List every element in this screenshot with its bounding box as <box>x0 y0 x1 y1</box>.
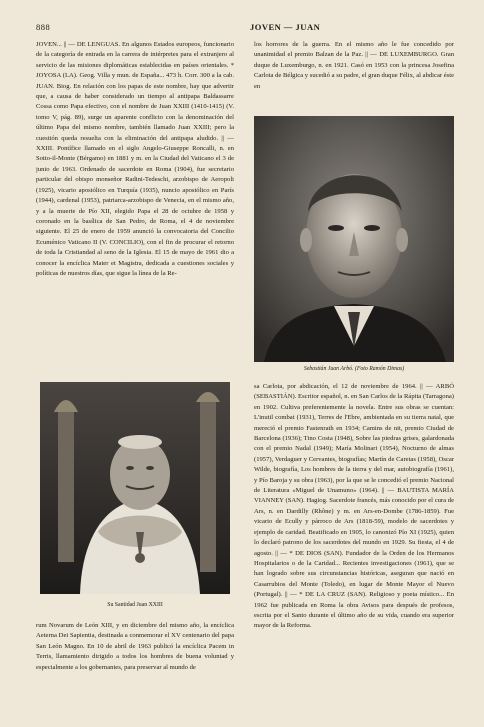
page-number: 888 <box>36 22 51 32</box>
right-column-bottom-text <box>254 382 454 718</box>
portrait-juan-xxiii-image <box>40 382 230 594</box>
running-head <box>36 22 454 36</box>
left-column-bottom-text <box>36 621 234 719</box>
left-column-top-text <box>36 40 234 376</box>
running-head-title: JOVEN — JUAN <box>250 22 321 32</box>
portrait-arbo-image <box>254 116 454 362</box>
portrait-photo-juan-xxiii <box>40 382 230 594</box>
entry-text-arbo-vianney: sa Carlota, por abdicación, el 12 de noviembre de 1964. || — ARBÓ (SEBASTIÁN). Escritor español, n. en San Carlos de la Rápita (Tarragona) en 1902. Cultiva preferentemente la novela. Entre sus obras se cuentan: L'inutil combat (1931), Terres de l'Ebre, ambientada en su tierra natal, que mereció el premio Fastenrath en 1934; Camins de nit, premio Ciudad de Barcelona (1936); Tino Costa (1948), Sobre las piedras grises, galardonada con el premio Nadal (1949); María Molinari (1954), Nocturno de almas (1957), Verdaguer y Cervantes, biografías; Martín de Caretas (1958), Oscar Wilde, biografía, Los hombres de la tierra y del mar, autobiografía (1961), y Pío Baroja y su obra (1963), por la que se le concedió el premio Nacional de Literatura «Miguel de Unamuno» (1964). || — BAUTISTA MARÍA VIANNEY (SAN). Hagiog. Sacerdote francés, más conocido por el cura de Ars, n. en Dardilly (Rhône) y m. en Ars-en-Dombe (1786-1859). Fue vicario de Ecully y párroco de Ars (1818-59), modelo de sacerdotes y ejemplo de caridad. Beatificado en 1905, lo canonizó Pío XI (1925), quien lo declaró patrono de los sacerdotes del mundo en 1929. Su fiesta, el 4 de agosto. || — * DE DIOS (SAN). Fundador de la Orden de los Hermanos Hospitalarios o de la Caridad... Recientes investigaciones (1961), que se han logrado sobre sus circunstancias históricas, aseguran que nació en Casarrubios del Monte (Toledo), en lugar de Monte Mayor el Nuevo (Portugal). || — * DE LA CRUZ (SAN). Religioso y poeta místico... En 1962 fue publicada en Roma la obra Avisos para después de profesos, escrita por el Santo durante el último año de su vida, cuando era superior mayor de la Reforma. <box>254 383 454 630</box>
entry-text-juan-xxiii-continued: rum Novarum de León XIII, y en diciembre del mismo año, la encíclica Aeterna Dei Sapientia, destinada a conmemorar el XV centenario del papa San León Magno. En 10 de abril de 1963 publicó la encíclica Pacem in Terris, llamamiento dirigido a todos los hombres de buena voluntad y especialmente a los gobernantes, para preservar al mundo de <box>36 622 234 671</box>
entry-text-luxemburgo: los horrores de la guerra. En el mismo año le fue concedido por unanimidad el premio Balzan de la Paz. || — DE LUXEMBURGO. Gran duque de Luxemburgo, n. en 1921. Casó en 1953 con la princesa Josefina Carlota de Bélgica y sucedió a su padre, el gran duque Félix, al abdicar éste en <box>254 41 454 90</box>
entry-text-joven-juan: JOVEN... || — DE LENGUAS. En algunos Estados europeos, funcionario de la categoría de entrada en la carrera de intérpretes para el extranjero al servicio de las misiones diplomáticas establecidas en países orientales. * JOYOSA (LA). Geog. Villa y mun. de España... 473 h. Corr. 300 a la cab. JUAN. Biog. En relación con los papas de este nombre, hay que advertir que, a causa de haber considerado un tiempo al antipapa Baldassarre Cossa como Papa efectivo, con el nombre de Juan XXIII (1410-1415) (V. tomo V, pág. 89), surge un aparente conflicto con la denominación del último Papa del mismo nombre, también llamado Juan XXIII; pero la cuestión queda resuelta con la eliminación del antipapa aludido. || — XXIII. Pontífice llamado en el siglo Angelo-Giuseppe Roncalli, n. en Sotto-il-Monte (Bérgamo) en 1881 y m. en la Ciudad del Vaticano el 3 de junio de 1963. Ordenado de sacerdote en Roma (1904), fue secretario particular del obispo monseñor Radini-Tedeschi, arzobispo de Aeropoli (1925), vicario apostólico en Turquía (1935), nuncio apostólico en París (1944), cardenal (1953), patriarca-arzobispo de Venecia, en el mismo año, y a la muerte de Pío XII, elegido Papa el 28 de octubre de 1958 y coronado en la basílica de San Pedro, de Roma, el 4 de noviembre siguiente. El 25 de enero de 1959 anunció la convocatoria del Concilio Ecuménico Vaticano II (V. CONCILIO), con el fin de procurar el retorno de toda la Cristiandad al seno de la Iglesia. El 15 de mayo de 1961 dio a conocer la encíclica Mater et Magistra, dedicada a cuestiones sociales y políticas de nuestros días, que sigue la línea de la Re- <box>36 41 234 277</box>
caption-juan-xxiii-photo: Su Santidad Juan XXIII <box>107 602 163 608</box>
portrait-photo-arbo <box>254 116 454 362</box>
right-column-top-text <box>254 40 454 112</box>
caption-arbo-photo: Sebastián Juan Arbó. (Foto Ramón Dimas) <box>303 366 405 372</box>
